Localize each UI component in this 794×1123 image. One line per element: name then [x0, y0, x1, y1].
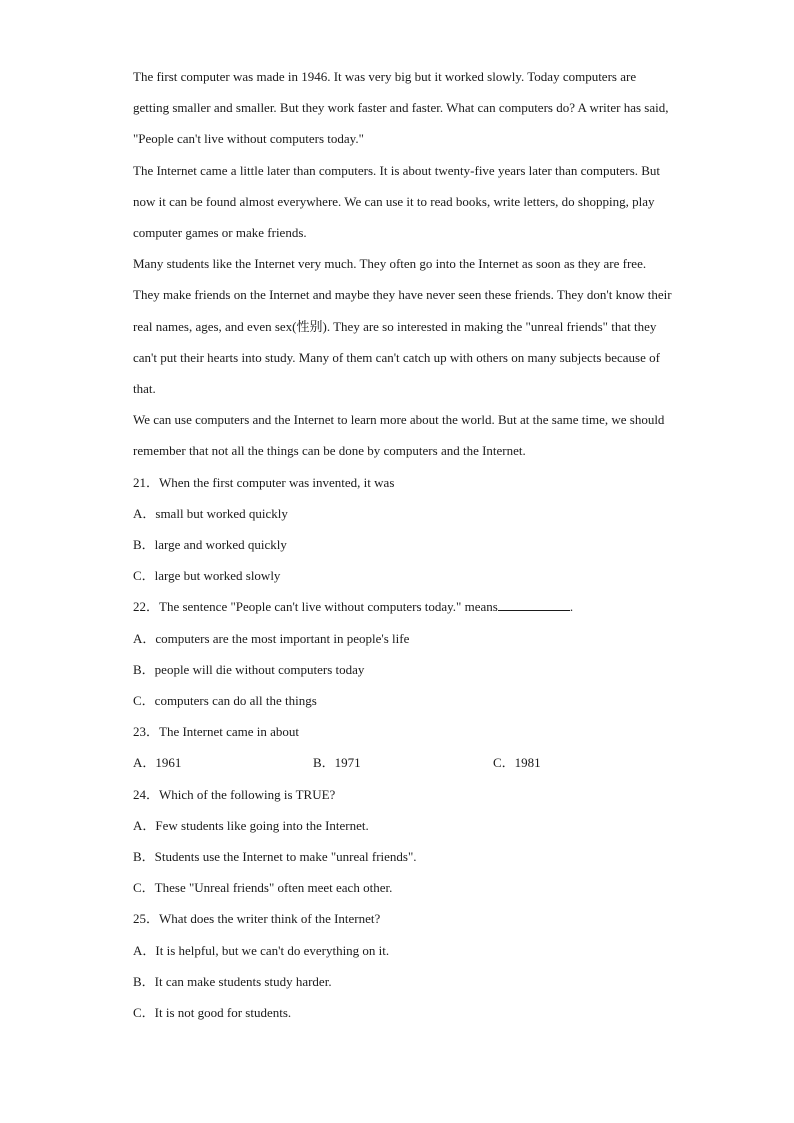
option-b: B．It can make students study harder.	[133, 973, 332, 989]
answer-blank	[498, 597, 570, 611]
question-21	[133, 467, 673, 592]
option-b: B．Students use the Internet to make "unreal friends".	[133, 849, 417, 865]
option-a: A．Few students like going into the Internet.	[133, 817, 369, 833]
passage-paragraph-4: We can use computers and the Internet to learn more about the world. But at the same time, we should remember that not all the things can be done by computers and the Internet.	[133, 412, 665, 459]
reading-passage	[133, 61, 673, 467]
option-c: C．These "Unreal friends" often meet each other.	[133, 880, 393, 896]
option-b: B．large and worked quickly	[133, 537, 287, 553]
option-c: C．computers can do all the things	[133, 693, 317, 709]
option-a: A．1961	[133, 755, 182, 771]
question-stem-line	[133, 591, 673, 622]
passage-paragraph-1: The first computer was made in 1946. It was very big but it worked slowly. Today computers are getting smaller and smaller. But they work faster and faster. What can computers do? A writer has said, "People can't live without computers today."	[133, 69, 669, 147]
question-24	[133, 779, 673, 904]
document-page	[133, 61, 673, 1028]
question-stem: 25．What does the writer think of the Internet?	[133, 911, 381, 927]
option-c: C．1981	[493, 755, 541, 771]
question-stem-end: .	[569, 599, 574, 615]
question-25	[133, 903, 673, 1028]
passage-paragraph-3: Many students like the Internet very much. They often go into the Internet as soon as they are free. They make friends on the Internet and maybe they have never seen these friends. They don't know their real names, ages, and even sex(性别). They are so interested in making the "unreal friends" that they can't put their hearts into study. Many of them can't catch up with others on many subjects because of that.	[133, 256, 672, 397]
question-stem: 23．The Internet came in about	[133, 724, 300, 740]
option-b: B．1971	[313, 755, 361, 771]
option-a: A．small but worked quickly	[133, 505, 288, 521]
question-23	[133, 716, 673, 778]
option-c: C．It is not good for students.	[133, 1005, 292, 1021]
question-22	[133, 591, 673, 716]
question-stem: 24．Which of the following is TRUE?	[133, 786, 336, 802]
option-a: A．It is helpful, but we can't do everything on it.	[133, 942, 390, 958]
question-stem: 22．The sentence "People can't live without computers today." means	[133, 599, 498, 615]
option-b: B．people will die without computers today	[133, 661, 365, 677]
question-stem: 21．When the first computer was invented, it was	[133, 474, 395, 490]
option-a: A．computers are the most important in people's life	[133, 630, 410, 646]
options-row	[133, 747, 673, 778]
option-c: C．large but worked slowly	[133, 568, 281, 584]
passage-paragraph-2: The Internet came a little later than computers. It is about twenty-five years later than computers. But now it can be found almost everywhere. We can use it to read books, write letters, do shopping, play computer games or make friends.	[133, 162, 661, 241]
